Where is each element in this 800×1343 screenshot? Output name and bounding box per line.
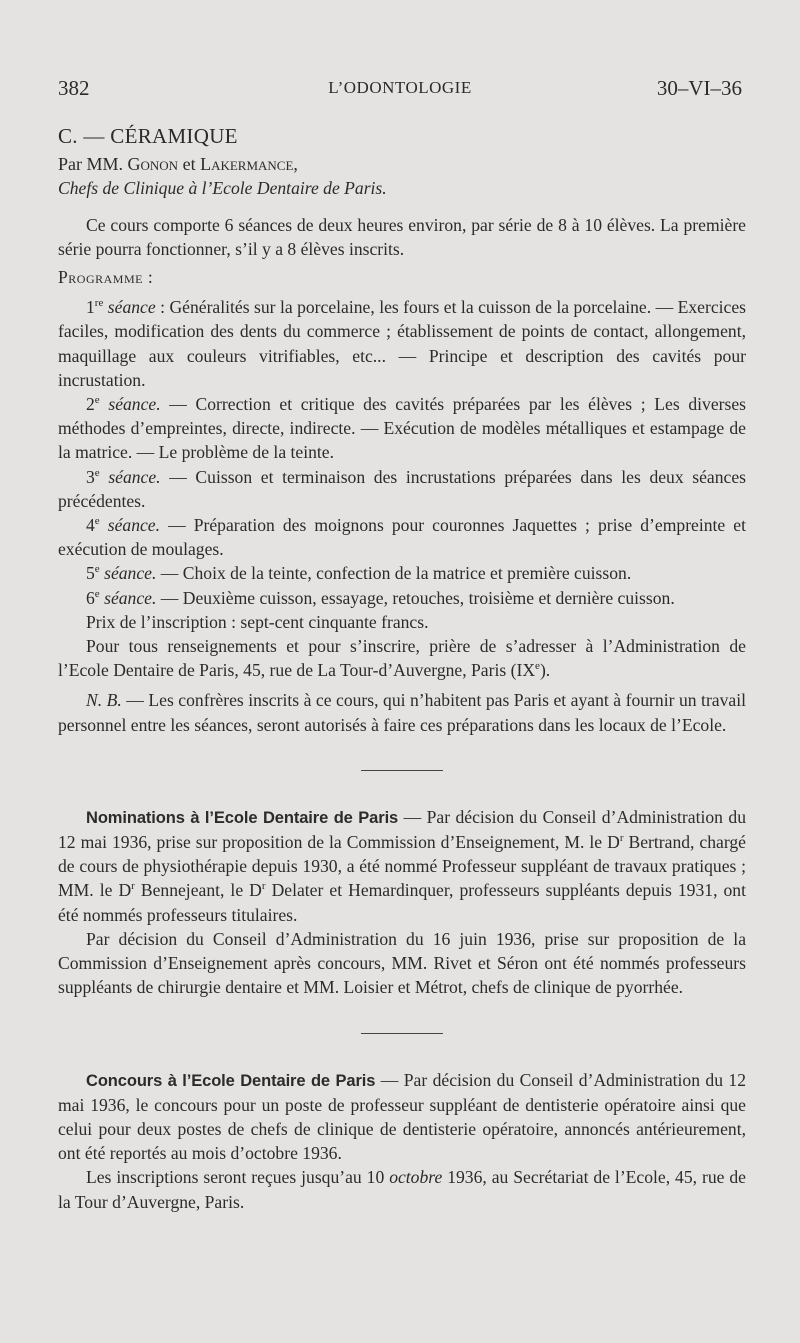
concours-text: — Par décision du Conseil d’Administration du 12 mai 1936, le concours pour un poste de professeur suppléant de dentisterie opératoire ainsi que celui pour deux postes de chefs de clinique de dentisterie opératoire, annoncés antérieurement, ont été reportés au mois d’octobre 1936. — [58, 1069, 746, 1164]
info-before: Pour tous renseignements et pour s’inscrire, prière de s’adresser à l’Administration de l’Ecole Dentaire de Paris, 45, rue de La Tour-d’Auvergne, Paris ( — [58, 636, 746, 681]
session-5 — [58, 561, 746, 585]
authors-and: et — [182, 154, 196, 175]
concours-paragraph-1 — [58, 1068, 746, 1166]
session-label: séance. — [104, 563, 157, 584]
session-number: 1 — [86, 297, 95, 318]
section-divider — [361, 1033, 443, 1034]
session-label: séance. — [108, 394, 161, 415]
nb-label: N. B. — [86, 690, 122, 711]
session-text: — Cuisson et terminaison des incrustations préparées dans les deux séances précédentes. — [58, 466, 746, 511]
nom-text-b: Bertrand, chargé de cours de physiothérapie depuis 1930, a été nommé Professeur suppléant de travaux pratiques ; MM. le D — [58, 832, 746, 901]
session-number: 2 — [86, 394, 95, 415]
nominations-paragraph-2: Par décision du Conseil d’Administration du 16 juin 1936, prise sur proposition de la Commission d’Enseignement après concours, MM. Rivet et Séron ont été nommés professeurs suppléants de chirurgie dentaire et MM. Loisier et Métrot, chefs de clinique de pyorrhée. — [58, 928, 746, 998]
authors-line — [58, 152, 746, 176]
author-lakermance: Lakermance, — [200, 154, 298, 175]
info-after: ). — [539, 660, 551, 681]
session-sup: re — [94, 297, 104, 310]
session-number: 6 — [86, 587, 95, 608]
session-sup: e — [94, 563, 100, 576]
session-2 — [58, 392, 746, 465]
session-text: : Généralités sur la porcelaine, les fours et la cuisson de la porcelaine. — Exercices faciles, modification des dents du commerce ; établissement de points de contact, allongement, maquillage aux couleurs vitrifiables, etc... — Principe et description des cavités pour incrustation. — [58, 297, 747, 390]
session-number: 3 — [86, 466, 95, 487]
registration-info — [58, 634, 746, 682]
session-sup: e — [94, 394, 100, 407]
concours-text-b: 1936, au Secrétariat de l’Ecole, 45, rue de la Tour d’Auvergne, Paris. — [58, 1167, 746, 1212]
nota-bene — [58, 688, 746, 736]
affiliation: Chefs de Clinique à l’Ecole Dentaire de Paris. — [58, 178, 387, 199]
nom-sup: r — [131, 880, 135, 893]
session-4 — [58, 513, 746, 561]
authors-prefix: Par MM. — [58, 154, 124, 175]
session-sup: e — [94, 587, 100, 600]
nom-text-c: Bennejeant, le D — [134, 880, 262, 901]
info-arrondissement: IX — [516, 660, 536, 681]
concours-text-a: Les inscriptions seront reçues jusqu’au 10 — [86, 1167, 390, 1188]
section-title: C. — CÉRAMIQUE — [58, 124, 238, 148]
nom-text-a: — Par décision du Conseil d’Administration du 12 mai 1936, prise sur proposition de la Commission d’Enseignement, M. le D — [58, 806, 746, 853]
nominations-paragraph-1 — [58, 805, 746, 927]
session-number: 4 — [86, 515, 95, 536]
nominations-heading: Nominations à l’Ecole Dentaire de Paris — [86, 808, 399, 827]
info-sup: e — [535, 660, 540, 673]
nom-sup: r — [261, 880, 266, 893]
article-body — [58, 124, 746, 1214]
author-gonon: Gonon — [127, 154, 179, 175]
concours-heading: Concours à l’Ecole Dentaire de Paris — [86, 1071, 376, 1090]
concours-month: octobre — [389, 1167, 443, 1188]
session-sup: e — [94, 466, 100, 479]
registration-price: Prix de l’inscription : sept-cent cinquante francs. — [86, 611, 429, 632]
journal-title: L’ODONTOLOGIE — [328, 78, 472, 97]
session-text: — Préparation des moignons pour couronnes Jaquettes ; prise d’empreinte et exécution de moulages. — [58, 515, 746, 560]
session-text: — Deuxième cuisson, essayage, retouches, troisième et dernière cuisson. — [156, 587, 675, 608]
course-intro: Ce cours comporte 6 séances de deux heures environ, par série de 8 à 10 élèves. La première série pourra fonctionner, s’il y a 8 élèves inscrits. — [58, 214, 746, 259]
session-label: séance. — [108, 466, 161, 487]
nom-text-d: Delater et Hemardinquer, professeurs suppléants depuis 1931, ont été nommés professeurs titulaires. — [58, 880, 746, 925]
issue-date: 30–VI–36 — [656, 76, 742, 100]
session-sup: e — [94, 515, 100, 528]
session-1 — [58, 295, 746, 392]
nom-sup: r — [619, 832, 624, 845]
nb-text: — Les confrères inscrits à ce cours, qui n’habitent pas Paris et ayant à fournir un travail personnel entre les séances, seront autorisés à faire ces préparations dans les locaux de l’Ecole. — [58, 690, 746, 735]
section-divider — [361, 770, 443, 771]
concours-paragraph-2 — [58, 1165, 746, 1213]
session-number: 5 — [86, 563, 95, 584]
session-text: — Choix de la teinte, confection de la matrice et première cuisson. — [156, 563, 632, 584]
programme-heading: Programme : — [58, 267, 154, 288]
session-label: séance. — [107, 515, 161, 536]
session-label: séance — [107, 297, 156, 318]
session-6 — [58, 586, 746, 610]
session-text: — Correction et critique des cavités préparées par les élèves ; Les diverses méthodes d’empreintes, directe, indirecte. — Exécution de modèles métalliques et estampage de la matrice. — Le problème de la teinte. — [58, 394, 746, 463]
session-3 — [58, 465, 746, 513]
page-number: 382 — [58, 76, 90, 100]
running-header — [58, 76, 742, 106]
session-label: séance. — [104, 587, 157, 608]
